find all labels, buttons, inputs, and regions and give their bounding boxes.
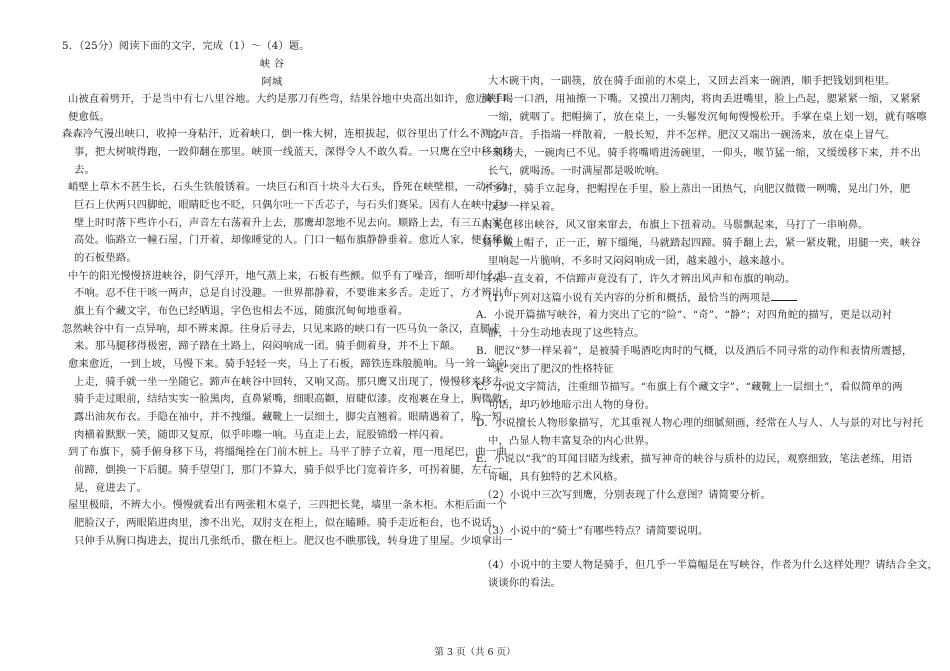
text-line: 前蹄，倒换一下后腿。骑手望望门，那门不算大，骑手似乎比门宽着许多，可拐着腿，左右一 <box>74 464 503 476</box>
text-line: 山被直着劈开，于是当中有七八里谷地。大约是那刀有些弯，结果谷地中央高出如许，愈近峡口 <box>68 93 507 105</box>
text-line: 骑手戴上帽子，正一正，解下缰绳，马就踏起四蹄。骑手翻上去，紧一紧皮靴，用腿一夹，峡谷 <box>482 237 921 249</box>
text-line: 里响起一片脆响，不多时又闷闷响成一团，越来越小，越来越小。 <box>488 255 791 267</box>
text-line: 上走，骑手就一坐一坐随它。蹄声在峡谷中回转，又响又高。那只鹰又出现了，慢慢移来移去。 <box>74 376 513 388</box>
text-line: 壁上时时落下些许小石，声音左右荡着升上去，那鹰却忽地不见去向。顺路上去，有三五人家在 <box>74 217 513 229</box>
text-line: 不多时，骑手立起身，把帽捏在手里，脸上蒸出一团热气，向肥汉微微一咧嘴，晃出门外，肥 <box>482 183 911 195</box>
text-line: B．肥汉“梦一样呆着”，是被骑手喝酒吃肉时的气概，以及酒后不同寻常的动作和表情所震撼， <box>476 345 913 357</box>
text-line: 忽然峡谷中有一点异响，却不辨来源。往身后寻去，只见来路的峡口有一匹马负一条汉，直腿走 <box>62 323 501 335</box>
text-line: 巨石上伏两只四脚蛇，眼睛眨也不眨，只偶尔吐一下舌芯子，与石头们赛呆。因有人在峡中走， <box>74 199 513 211</box>
text-line: 高处。临路立一幢石屋，门开着，却像睡觉的人。门口一幅布旗静静垂着。愈近人家，便有稀松 <box>74 234 513 246</box>
text-line: 骑手喝一口酒，用袖擦一下嘴。又摸出刀割肉，将肉丢进嘴里，脸上凸起，腮紧紧一缩，又紧紧 <box>482 93 921 105</box>
text-line: 耳朵一直支着，不信蹄声竟没有了，许久才辨出风声和布旗的响动。 <box>482 273 796 285</box>
text-line: 句话，却巧妙地暗示出人物的身份。 <box>488 399 656 411</box>
text-line: 骑手走过眼前，结结实实一脸黑肉，直鼻紧嘴，细眼高颧，眉睫似漆。皮袍裹在身上，胸微敞， <box>74 393 513 405</box>
text-line: 阿城 <box>261 76 283 88</box>
text-line: 中，凸显人物丰富复杂的内心世界。 <box>488 435 656 447</box>
text-line: 旗上有个藏文字，布色已经晒退，字色也相去不远，随旗沉甸甸地垂着。 <box>74 305 409 317</box>
text-line: （4）小说中的主要人物是骑手，但几乎一半篇幅是在写峡谷，作者为什么这样处理？请结合全文， <box>482 559 938 571</box>
text-line: 的声音。手指端一样散着，一般长短，并不怎样。肥汉又端出一碗汤来，放在桌上冒气。 <box>488 129 896 141</box>
text-line: 大木碗干肉，一副筷，放在骑手面前的木桌上，又回去舀来一碗酒，顺手把钱划到柜里。 <box>488 75 896 87</box>
text-line: 去。 <box>74 164 95 176</box>
text-line: 一缩，就咽了。把帽摘了，放在桌上，一头鬈发沉甸甸慢慢松开。手掌在桌上划一划，就有喀嚓 <box>488 111 927 123</box>
text-line: 晃，竟进去了。 <box>74 482 148 494</box>
text-line: 森森冷气漫出峡口，收掉一身粘汗，近着峡口，倒一株大树，连根拔起，似谷里出了什么不测之 <box>62 128 501 140</box>
text-line: 事，把大树唬得跑，一跤仰翻在那里。峡顶一线蓝天，深得令人不敢久看。一只鹰在空中移来移 <box>74 146 513 158</box>
answer-blank <box>771 291 797 301</box>
text-line: 奇崛，具有独特的艺术风格。 <box>488 471 624 483</box>
text-line: 愈来愈近，一到上坡，马慢下来。骑手轻轻一夹，马上了石板，蹄铁连珠般脆响。马一耸一耸向 <box>68 358 507 370</box>
text-line: 谈谈你的看法。 <box>488 577 562 589</box>
text-line: 5．（25分）阅读下面的文字，完成（1）～（4）题。 <box>62 40 310 52</box>
text-line: 静，十分生动地表现了这些特点。 <box>488 327 645 339</box>
text-line: 肥脸汉子，两眼陷进肉里，渗不出光，双肘支在柜上，似在瞌睡。骑手走近柜台，也不说话， <box>74 517 503 529</box>
text-line: “呆”突出了肥汉的性格特征 <box>488 363 614 375</box>
text-line: （3）小说中的“骑士”有哪些特点？请简要说明。 <box>482 525 709 537</box>
text-line: A．小说开篇描写峡谷，着力突出了它的“险”、“奇”、“静”；对四角蛇的描写，更是以动衬 <box>476 309 893 321</box>
text-line: 来。那马腿移得极密，蹄子踏在土路上，闷闷响成一团。骑手側着身，并不上下颠。 <box>74 340 461 352</box>
text-line: 便愈低。 <box>68 111 110 123</box>
text-line: 露出油灰布衣。手隐在袖中，并不拽缰。藏靴上一层细土，脚尖直翘着。眼睛遇着了，脸一短， <box>74 411 513 423</box>
text-line: （1）下列对这篇小说有关内容的分析和概括，最恰当的两项是 <box>482 291 797 305</box>
text-line: （2）小说中三次写到鹰，分别表现了什么意图？请简要分析。 <box>482 489 771 501</box>
text-line: D．小说擅长人物形象描写，尤其重视人物心理的细腻刻画，经常在人与人、人与景的对比与衬托 <box>476 417 924 429</box>
text-line: 长气，就喝汤。一时满屋都是吸吮响。 <box>488 165 666 177</box>
page-footer: 第 3 页（共 6 页） <box>434 647 516 658</box>
text-line: 阳光已移出峡谷，风又窜来窜去，布旗上下扭着动。马鬃飘起来，马打了一串响鼻。 <box>482 219 869 231</box>
text-line: 一刻功夫，一碗肉已不见。骑手将嘴啃进汤碗里，一仰头，喉节猛一缩，又缓缓移下来，并不出 <box>482 147 921 159</box>
text-line: 不响。忍不住干咳一两声，总是自讨没趣。一世界都静着，不要谁来多舌。走近了，方才辨出布 <box>74 287 513 299</box>
text-line: 峭壁上草木不甚生长，石头生铁般锈着。一块巨石和百十块斗大石头，昏死在峡壁根，一动不动 <box>68 181 507 193</box>
text-line: 只伸手从胸口掏进去，捉出几张纸币，撒在柜上。肥汉也不瞧那钱，转身进了里屋。少顷拿出一 <box>74 535 513 547</box>
text-line: 峡 谷 <box>259 58 285 70</box>
text-line: C．小说文字简洁，注重细节描写。“布旗上有个藏文字”、“藏靴上一层细土”，看似简单的两 <box>476 381 903 393</box>
text-line: 到了布旗下，骑手俯身移下马，将缰绳拴在门前木桩上。马平了脖子立着，甩一甩尾巴，曲一曲 <box>68 446 507 458</box>
text-line: 屋里极暗，不辨大小。慢慢就看出有两张粗木桌子，三四把长凳，墙里一条木柜。木柜后面一个 <box>68 499 507 511</box>
text-line: 汉梦一样呆着。 <box>488 201 562 213</box>
text-line: 肉横着默默一笑，随即又复原，似乎咔嚓一响。马直走上去，屁股锦缎一样闪着。 <box>74 429 451 441</box>
text-line: 的石板垫路。 <box>74 252 137 264</box>
text-line: E．小说以“我”的耳闻目睹为线索，描写神奇的峡谷与质朴的边民，观察细致，笔法老练，用语 <box>476 453 913 465</box>
text-line: 中午的阳光慢慢挤进峡谷，阴气浮开，地气蒸上来，石板有些颤。似乎有了噪音，细听却什么也 <box>68 270 507 282</box>
